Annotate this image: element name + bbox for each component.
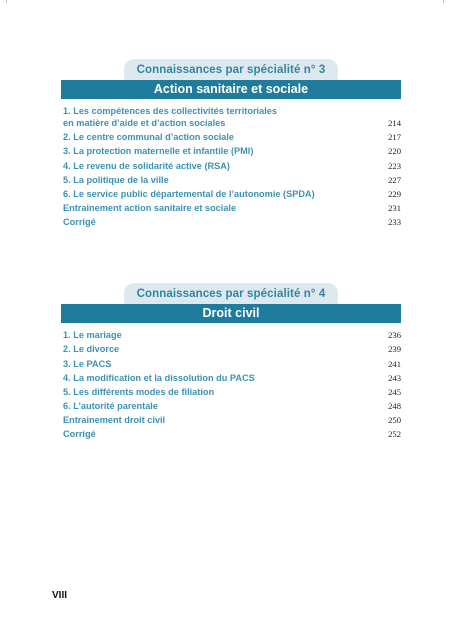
toc-entry-label: 5. La politique de la ville (63, 174, 169, 185)
toc-entry[interactable] (63, 145, 401, 159)
toc-entry[interactable] (63, 216, 401, 230)
section-title: Droit civil (61, 304, 401, 323)
toc-entries (61, 329, 401, 442)
toc-entry-page: 250 (388, 415, 401, 426)
crop-mark-left (6, 0, 7, 3)
toc-entry[interactable] (63, 202, 401, 216)
toc-entry[interactable] (63, 159, 401, 173)
toc-entry-label: Entrainement droit civil (63, 415, 166, 426)
toc-entry-label: 6. L’autorité parentale (63, 401, 158, 412)
toc-entry-page: 217 (388, 132, 401, 143)
toc-entry-label: 3. La protection maternelle et infantile (PMI) (63, 146, 254, 157)
toc-section-4 (61, 283, 401, 442)
toc-entry[interactable] (63, 173, 401, 187)
toc-entry-page: 243 (388, 372, 401, 383)
toc-entry-label: 4. Le revenu de solidarité active (RSA) (63, 160, 230, 171)
toc-entry-page: 245 (388, 386, 401, 397)
toc-entry-page: 233 (388, 217, 401, 228)
toc-entry-label: 1. Les compétences des collectivités territoriales en matière d’aide et d’action sociales (63, 106, 277, 128)
toc-entry-page: 214 (388, 117, 401, 128)
crop-mark-right (443, 0, 444, 3)
toc-entry-label: 3. Le PACS (63, 358, 112, 369)
toc-entry-page: 229 (388, 188, 401, 199)
toc-entry[interactable] (63, 400, 401, 414)
toc-entry-label: Corrigé (63, 217, 96, 228)
toc-entry-label: 4. La modification et la dissolution du PACS (63, 372, 255, 383)
toc-entry-page: 220 (388, 146, 401, 157)
toc-entry-label: 2. Le divorce (63, 344, 120, 355)
toc-entry[interactable] (63, 105, 401, 131)
toc-entry-label: 5. Les différents modes de filiation (63, 386, 215, 397)
toc-entry-page: 236 (388, 330, 401, 341)
toc-entry-label: Corrigé (63, 429, 96, 440)
page-folio: VIII (52, 590, 68, 601)
toc-entry-page: 252 (388, 429, 401, 440)
toc-entry[interactable] (63, 372, 401, 386)
toc-entry-page: 248 (388, 401, 401, 412)
section-tab-label: Connaissances par spécialité n° 4 (124, 283, 338, 304)
toc-entry-label: 2. Le centre communal d’action sociale (63, 132, 235, 143)
toc-entry[interactable] (63, 357, 401, 371)
toc-section-3 (61, 59, 401, 230)
toc-entries (61, 105, 401, 230)
toc-entry[interactable] (63, 343, 401, 357)
toc-entry[interactable] (63, 414, 401, 428)
toc-entry[interactable] (63, 131, 401, 145)
section-title: Action sanitaire et sociale (61, 80, 401, 99)
toc-entry[interactable] (63, 188, 401, 202)
toc-entry-label: 6. Le service public départemental de l’autonomie (SPDA) (63, 188, 315, 199)
toc-entry-page: 239 (388, 344, 401, 355)
toc-entry[interactable] (63, 329, 401, 343)
toc-entry[interactable] (63, 386, 401, 400)
toc-entry-page: 223 (388, 160, 401, 171)
toc-entry-page: 241 (388, 358, 401, 369)
toc-entry-page: 227 (388, 174, 401, 185)
toc-entry-label: 1. Le mariage (63, 330, 122, 341)
toc-entry[interactable] (63, 428, 401, 442)
toc-entry-label: Entrainement action sanitaire et sociale (63, 203, 237, 214)
section-tab-label: Connaissances par spécialité n° 3 (124, 59, 338, 80)
toc-entry-page: 231 (388, 203, 401, 214)
